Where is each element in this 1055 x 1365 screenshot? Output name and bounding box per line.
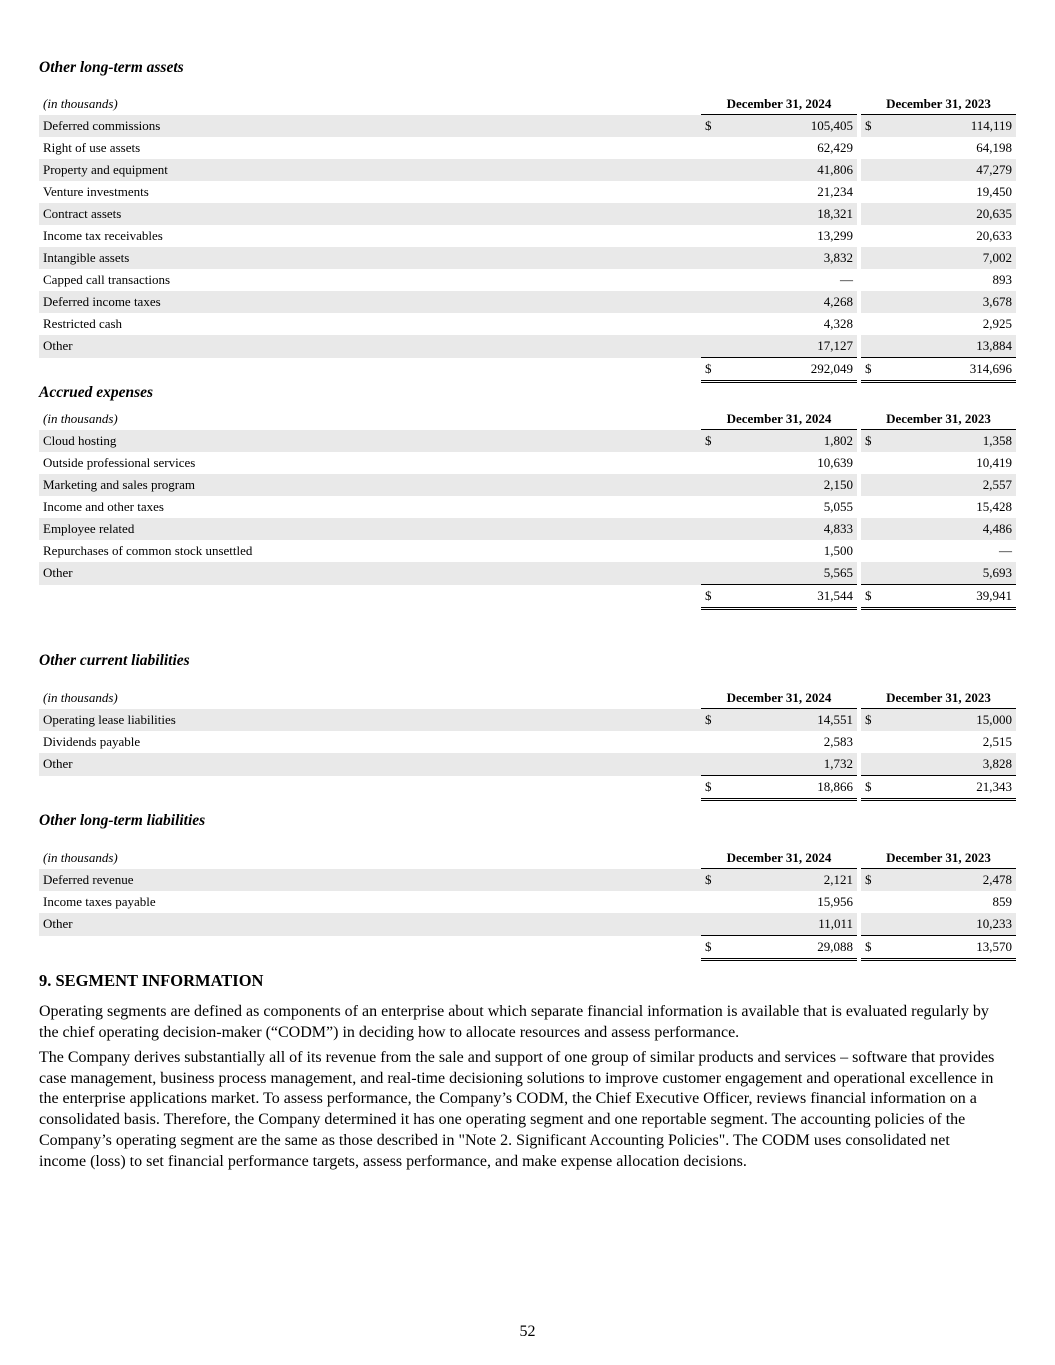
total-2023: 21,343 bbox=[879, 776, 1016, 800]
value-2023: 3,828 bbox=[879, 753, 1016, 776]
section-title: Other long-term assets bbox=[39, 59, 184, 76]
value-2023: 2,478 bbox=[879, 869, 1016, 892]
column-header-2023: December 31, 2023 bbox=[861, 848, 1016, 869]
value-2023: 19,450 bbox=[976, 184, 1012, 199]
currency-symbol bbox=[701, 474, 719, 496]
row-label: Other bbox=[39, 335, 701, 358]
total-2023: 13,570 bbox=[879, 936, 1016, 960]
currency-symbol bbox=[861, 913, 879, 936]
financial-table bbox=[39, 688, 1016, 801]
currency-symbol bbox=[861, 247, 879, 269]
currency-symbol bbox=[861, 181, 879, 203]
currency-symbol bbox=[861, 753, 879, 776]
currency-symbol bbox=[701, 518, 719, 540]
value-2024: 5,565 bbox=[719, 562, 857, 585]
table-row bbox=[39, 430, 1016, 453]
value-2023: 15,000 bbox=[879, 709, 1016, 732]
table-row bbox=[39, 753, 1016, 776]
row-label: Right of use assets bbox=[43, 140, 141, 155]
currency-symbol bbox=[701, 891, 719, 913]
currency-symbol: $ bbox=[861, 115, 879, 138]
currency-symbol bbox=[861, 291, 879, 313]
row-label: Other bbox=[39, 562, 701, 585]
value-2023: 3,678 bbox=[879, 291, 1016, 313]
value-2023: 5,693 bbox=[879, 562, 1016, 585]
value-2023: 13,884 bbox=[879, 335, 1016, 358]
value-2024: — bbox=[840, 272, 853, 287]
value-2023: 1,358 bbox=[879, 430, 1016, 453]
currency-symbol bbox=[701, 181, 719, 203]
row-label: Venture investments bbox=[43, 184, 149, 199]
currency-symbol bbox=[701, 913, 719, 936]
row-label: Repurchases of common stock unsettled bbox=[43, 543, 253, 558]
segment-paragraph-2: The Company derives substantially all of its revenue from the sale and support of one group of similar products and services – software that provides case management, business process management, and real-time decisioning solutions to improve customer engagement and operational excellence in the enterprise applications market. To assess performance, the Company’s CODM, the Chief Executive Officer, reviews financial information on a consolidated basis. Therefore, the Company determined it has one operating segment and one reportable segment. The accounting policies of the Company’s operating segment are the same as those described in "Note 2. Significant Accounting Policies". The CODM uses consolidated net income (loss) to set financial performance targets, assess performance, and make expense allocation decisions. bbox=[39, 1049, 995, 1170]
section-title: Other long-term liabilities bbox=[39, 812, 206, 829]
value-2024: 17,127 bbox=[719, 335, 857, 358]
table-row bbox=[39, 159, 1016, 181]
value-2023: 893 bbox=[992, 272, 1012, 287]
table-row bbox=[39, 291, 1016, 313]
currency-symbol bbox=[861, 203, 879, 225]
value-2023: 7,002 bbox=[879, 247, 1016, 269]
value-2023: 114,119 bbox=[879, 115, 1016, 138]
value-2023: 20,635 bbox=[879, 203, 1016, 225]
table-row bbox=[39, 731, 1016, 753]
currency-symbol bbox=[861, 562, 879, 585]
currency-symbol: $ bbox=[701, 115, 719, 138]
row-label: Cloud hosting bbox=[39, 430, 701, 453]
table-row bbox=[39, 137, 1016, 159]
row-label: Employee related bbox=[39, 518, 701, 540]
value-2024: 2,583 bbox=[823, 734, 853, 749]
value-2023: 10,419 bbox=[976, 455, 1012, 470]
segment-heading: 9. SEGMENT INFORMATION bbox=[39, 971, 264, 990]
table-row bbox=[39, 913, 1016, 936]
currency-symbol bbox=[861, 452, 879, 474]
value-2023: 20,633 bbox=[976, 228, 1012, 243]
value-2024: 18,321 bbox=[719, 203, 857, 225]
table-row bbox=[39, 869, 1016, 892]
value-2024: 2,121 bbox=[719, 869, 857, 892]
value-2024: 1,802 bbox=[719, 430, 857, 453]
row-label: Restricted cash bbox=[43, 316, 123, 331]
row-label: Income tax receivables bbox=[43, 228, 163, 243]
total-2024: 31,544 bbox=[719, 585, 857, 609]
currency-symbol: $ bbox=[861, 869, 879, 892]
total-row bbox=[39, 936, 1016, 960]
table-header-row bbox=[39, 848, 1016, 869]
currency-symbol bbox=[861, 269, 879, 291]
value-2023: 2,925 bbox=[982, 316, 1012, 331]
table-row bbox=[39, 474, 1016, 496]
currency-symbol bbox=[701, 225, 719, 247]
row-label: Intangible assets bbox=[39, 247, 701, 269]
currency-symbol bbox=[861, 540, 879, 562]
table-row bbox=[39, 203, 1016, 225]
section-title: Accrued expenses bbox=[39, 384, 154, 401]
table-row bbox=[39, 247, 1016, 269]
currency-symbol bbox=[701, 562, 719, 585]
value-2023: — bbox=[999, 543, 1012, 558]
row-label: Deferred commissions bbox=[39, 115, 701, 138]
table-header-row bbox=[39, 409, 1016, 430]
currency-symbol: $ bbox=[861, 709, 879, 732]
value-2024: 21,234 bbox=[817, 184, 853, 199]
total-2024: 29,088 bbox=[719, 936, 857, 960]
value-2023: 10,233 bbox=[879, 913, 1016, 936]
value-2023: 4,486 bbox=[879, 518, 1016, 540]
row-label: Capped call transactions bbox=[43, 272, 171, 287]
value-2024: 1,500 bbox=[823, 543, 853, 558]
currency-symbol: $ bbox=[861, 936, 879, 960]
total-label bbox=[39, 585, 701, 609]
currency-symbol: $ bbox=[701, 776, 719, 800]
value-2024: 13,299 bbox=[817, 228, 853, 243]
total-2023: 314,696 bbox=[879, 358, 1016, 382]
value-2023: 2,515 bbox=[982, 734, 1012, 749]
unit-label: (in thousands) bbox=[43, 96, 118, 112]
table-header-row bbox=[39, 688, 1016, 709]
row-label: Marketing and sales program bbox=[39, 474, 701, 496]
value-2024: 11,011 bbox=[719, 913, 857, 936]
currency-symbol bbox=[861, 159, 879, 181]
total-row bbox=[39, 776, 1016, 800]
value-2024: 5,055 bbox=[823, 499, 853, 514]
currency-symbol bbox=[701, 269, 719, 291]
table-row bbox=[39, 269, 1016, 291]
currency-symbol bbox=[701, 291, 719, 313]
total-2023: 39,941 bbox=[879, 585, 1016, 609]
currency-symbol bbox=[701, 540, 719, 562]
column-header-2024: December 31, 2024 bbox=[701, 94, 857, 115]
total-2024: 18,866 bbox=[719, 776, 857, 800]
unit-label: (in thousands) bbox=[43, 850, 118, 866]
currency-symbol bbox=[861, 496, 879, 518]
value-2024: 1,732 bbox=[719, 753, 857, 776]
table-row bbox=[39, 518, 1016, 540]
value-2023: 859 bbox=[992, 894, 1012, 909]
column-header-2024: December 31, 2024 bbox=[701, 848, 857, 869]
currency-symbol bbox=[701, 753, 719, 776]
section-title: Other current liabilities bbox=[39, 652, 190, 669]
currency-symbol: $ bbox=[701, 430, 719, 453]
table-row bbox=[39, 115, 1016, 138]
currency-symbol bbox=[701, 203, 719, 225]
table-row bbox=[39, 540, 1016, 562]
financial-table bbox=[39, 94, 1016, 383]
row-label: Operating lease liabilities bbox=[39, 709, 701, 732]
table-row bbox=[39, 335, 1016, 358]
currency-symbol bbox=[701, 452, 719, 474]
unit-label: (in thousands) bbox=[43, 411, 118, 427]
value-2023: 64,198 bbox=[976, 140, 1012, 155]
row-label: Deferred income taxes bbox=[39, 291, 701, 313]
currency-symbol bbox=[701, 335, 719, 358]
row-label: Dividends payable bbox=[43, 734, 141, 749]
segment-paragraph-1: Operating segments are defined as components of an enterprise about which separate financial information is available that is evaluated regularly by the chief operating decision-maker (“CODM”) in deciding how to allocate resources and assess performance. bbox=[39, 1003, 989, 1041]
row-label: Other bbox=[39, 913, 701, 936]
currency-symbol bbox=[861, 313, 879, 335]
currency-symbol bbox=[861, 731, 879, 753]
column-header-2024: December 31, 2024 bbox=[701, 409, 857, 430]
currency-symbol bbox=[861, 474, 879, 496]
value-2023: 2,557 bbox=[879, 474, 1016, 496]
currency-symbol: $ bbox=[861, 585, 879, 609]
row-label: Income and other taxes bbox=[43, 499, 164, 514]
currency-symbol bbox=[861, 518, 879, 540]
value-2024: 41,806 bbox=[719, 159, 857, 181]
currency-symbol bbox=[701, 731, 719, 753]
currency-symbol bbox=[701, 159, 719, 181]
value-2024: 62,429 bbox=[817, 140, 853, 155]
value-2024: 2,150 bbox=[719, 474, 857, 496]
value-2024: 4,268 bbox=[719, 291, 857, 313]
table-row bbox=[39, 181, 1016, 203]
financial-table bbox=[39, 848, 1016, 961]
row-label: Property and equipment bbox=[39, 159, 701, 181]
total-2024: 292,049 bbox=[719, 358, 857, 382]
value-2024: 3,832 bbox=[719, 247, 857, 269]
total-label bbox=[39, 776, 701, 800]
value-2024: 15,956 bbox=[817, 894, 853, 909]
currency-symbol: $ bbox=[701, 358, 719, 382]
currency-symbol: $ bbox=[861, 358, 879, 382]
currency-symbol: $ bbox=[701, 869, 719, 892]
currency-symbol bbox=[861, 335, 879, 358]
row-label: Contract assets bbox=[39, 203, 701, 225]
value-2024: 14,551 bbox=[719, 709, 857, 732]
currency-symbol: $ bbox=[861, 430, 879, 453]
currency-symbol bbox=[861, 891, 879, 913]
total-row bbox=[39, 358, 1016, 382]
row-label: Deferred revenue bbox=[39, 869, 701, 892]
financial-table bbox=[39, 409, 1016, 610]
table-row bbox=[39, 225, 1016, 247]
currency-symbol bbox=[861, 225, 879, 247]
unit-label: (in thousands) bbox=[43, 690, 118, 706]
currency-symbol bbox=[701, 313, 719, 335]
currency-symbol: $ bbox=[701, 936, 719, 960]
currency-symbol bbox=[701, 137, 719, 159]
value-2023: 15,428 bbox=[976, 499, 1012, 514]
table-header-row bbox=[39, 94, 1016, 115]
column-header-2023: December 31, 2023 bbox=[861, 94, 1016, 115]
column-header-2023: December 31, 2023 bbox=[861, 688, 1016, 709]
column-header-2024: December 31, 2024 bbox=[701, 688, 857, 709]
currency-symbol bbox=[861, 137, 879, 159]
currency-symbol: $ bbox=[701, 585, 719, 609]
row-label: Outside professional services bbox=[43, 455, 196, 470]
value-2024: 4,833 bbox=[719, 518, 857, 540]
table-row bbox=[39, 452, 1016, 474]
currency-symbol bbox=[701, 247, 719, 269]
currency-symbol: $ bbox=[861, 776, 879, 800]
currency-symbol bbox=[701, 496, 719, 518]
page-number: 52 bbox=[519, 1323, 536, 1340]
total-label bbox=[39, 936, 701, 960]
row-label: Other bbox=[39, 753, 701, 776]
value-2024: 4,328 bbox=[823, 316, 853, 331]
value-2023: 47,279 bbox=[879, 159, 1016, 181]
table-row bbox=[39, 313, 1016, 335]
table-row bbox=[39, 891, 1016, 913]
total-label bbox=[39, 358, 701, 382]
table-row bbox=[39, 709, 1016, 732]
row-label: Income taxes payable bbox=[43, 894, 156, 909]
column-header-2023: December 31, 2023 bbox=[861, 409, 1016, 430]
currency-symbol: $ bbox=[701, 709, 719, 732]
value-2024: 105,405 bbox=[719, 115, 857, 138]
table-row bbox=[39, 496, 1016, 518]
total-row bbox=[39, 585, 1016, 609]
table-row bbox=[39, 562, 1016, 585]
value-2024: 10,639 bbox=[817, 455, 853, 470]
